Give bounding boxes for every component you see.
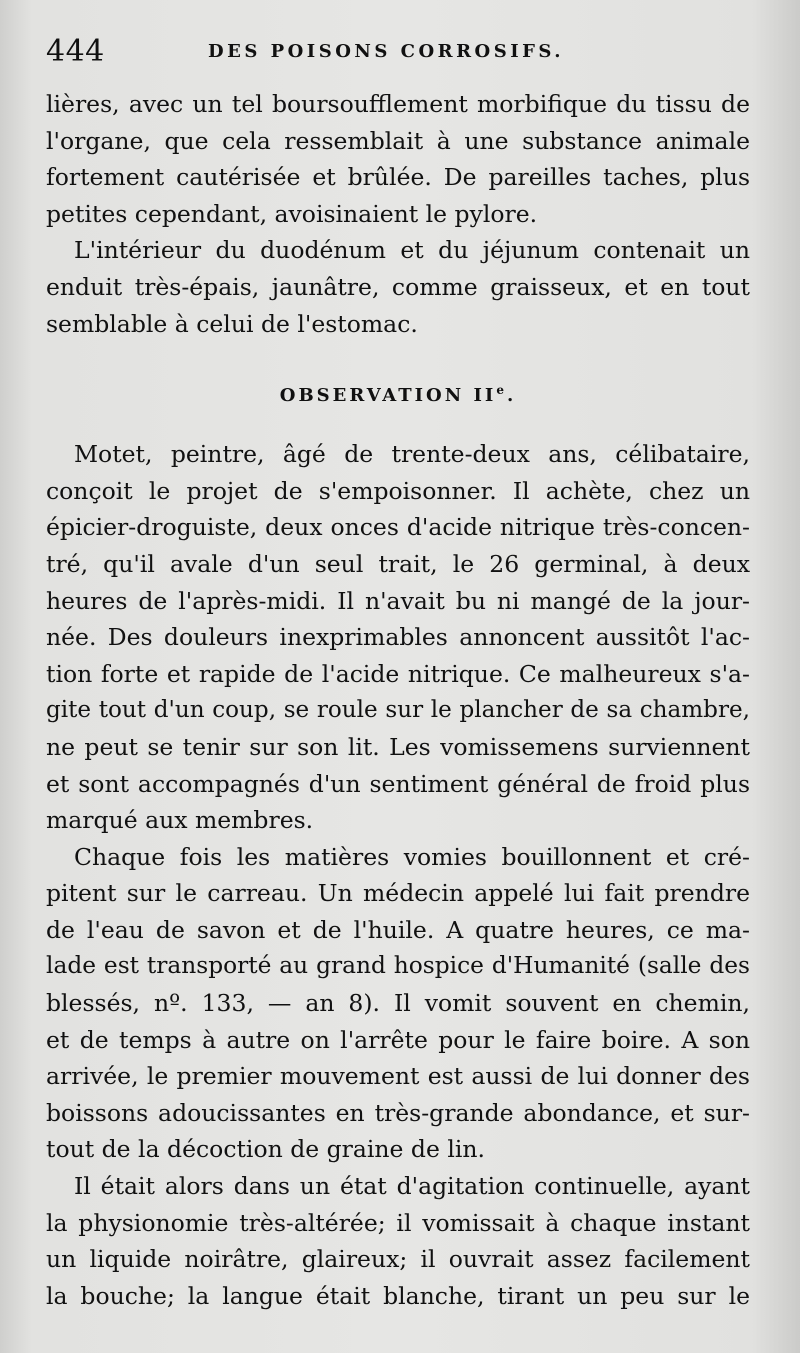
text-line: tion forte et rapide de l'acide nitrique. Ce malheureux s'a- [46, 659, 750, 688]
text-line: petites cependant, avoisinaient le pylore. [46, 199, 538, 228]
text-line: et de temps à autre on l'arrête pour le faire boire. A son [46, 1025, 750, 1054]
text-line: tout de la décoction de graine de lin. [46, 1135, 485, 1164]
section-heading [46, 372, 750, 408]
text-line: marqué aux membres. [46, 806, 314, 835]
text-line: épicier-droguiste, deux onces d'acide nitrique très-concen- [46, 513, 750, 542]
paragraph-1 [46, 86, 750, 232]
paragraph-2 [46, 232, 750, 342]
text-line: blessés, nº. 133, — an 8). Il vomit souvent en chemin, [46, 989, 750, 1018]
text-line: un liquide noirâtre, glaireux; il ouvrait assez facilement [46, 1245, 750, 1274]
text-line: l'organe, que cela ressemblait à une substance animale [46, 126, 750, 155]
text-line: née. Des douleurs inexprimables annoncent aussitôt l'ac- [46, 623, 750, 652]
text-line: la physionomie très-altérée; il vomissait à chaque instant [46, 1208, 750, 1237]
text-line: Motet, peintre, âgé de trente-deux ans, célibataire, [74, 440, 750, 469]
text-line: boissons adoucissantes en très-grande abondance, et sur- [46, 1098, 750, 1127]
text-line: gite tout d'un coup, se roule sur le plancher de sa chambre, [46, 697, 750, 724]
text-line: de l'eau de savon et de l'huile. A quatre heures, ce ma- [46, 915, 750, 944]
text-line: Chaque fois les matières vomies bouillonnent et cré- [74, 842, 750, 871]
text-line: semblable à celui de l'estomac. [46, 309, 418, 338]
text-line: Il était alors dans un état d'agitation continuelle, ayant [74, 1172, 750, 1201]
section-heading-suffix: . [506, 385, 517, 407]
text-line: arrivée, le premier mouvement est aussi de lui donner des [46, 1062, 750, 1091]
observation-paragraph-1 [46, 436, 750, 839]
section-heading-superscript: e [496, 383, 507, 398]
text-line: et sont accompagnés d'un sentiment général de froid plus [46, 769, 750, 798]
text-line: la bouche; la langue était blanche, tirant un peu sur le [46, 1281, 750, 1310]
text-line: fortement cautérisée et brûlée. De pareilles taches, plus [46, 163, 750, 192]
text-line: pitent sur le carreau. Un médecin appelé lui fait prendre [46, 879, 750, 908]
running-head [46, 34, 750, 86]
observation-paragraph-2 [46, 839, 750, 1168]
page-number: 444 [46, 34, 105, 69]
text-line: conçoit le projet de s'empoisonner. Il achète, chez un [46, 476, 750, 505]
text-line: ne peut se tenir sur son lit. Les vomissemens surviennent [46, 732, 750, 761]
text-line: enduit très-épais, jaunâtre, comme graisseux, et en tout [46, 272, 750, 301]
text-line: lade est transporté au grand hospice d'Humanité (salle des [46, 952, 750, 980]
text-line: tré, qu'il avale d'un seul trait, le 26 germinal, à deux [46, 549, 750, 578]
section-heading-label: OBSERVATION II [279, 385, 497, 407]
text-line: heures de l'après-midi. Il n'avait bu ni mangé de la jour- [46, 586, 750, 615]
text-line: L'intérieur du duodénum et du jéjunum contenait un [74, 236, 750, 265]
running-title: DES POISONS CORROSIFS. [208, 41, 565, 62]
text-line: lières, avec un tel boursoufflement morbifique du tissu de [46, 90, 750, 118]
observation-paragraph-3 [46, 1168, 750, 1314]
